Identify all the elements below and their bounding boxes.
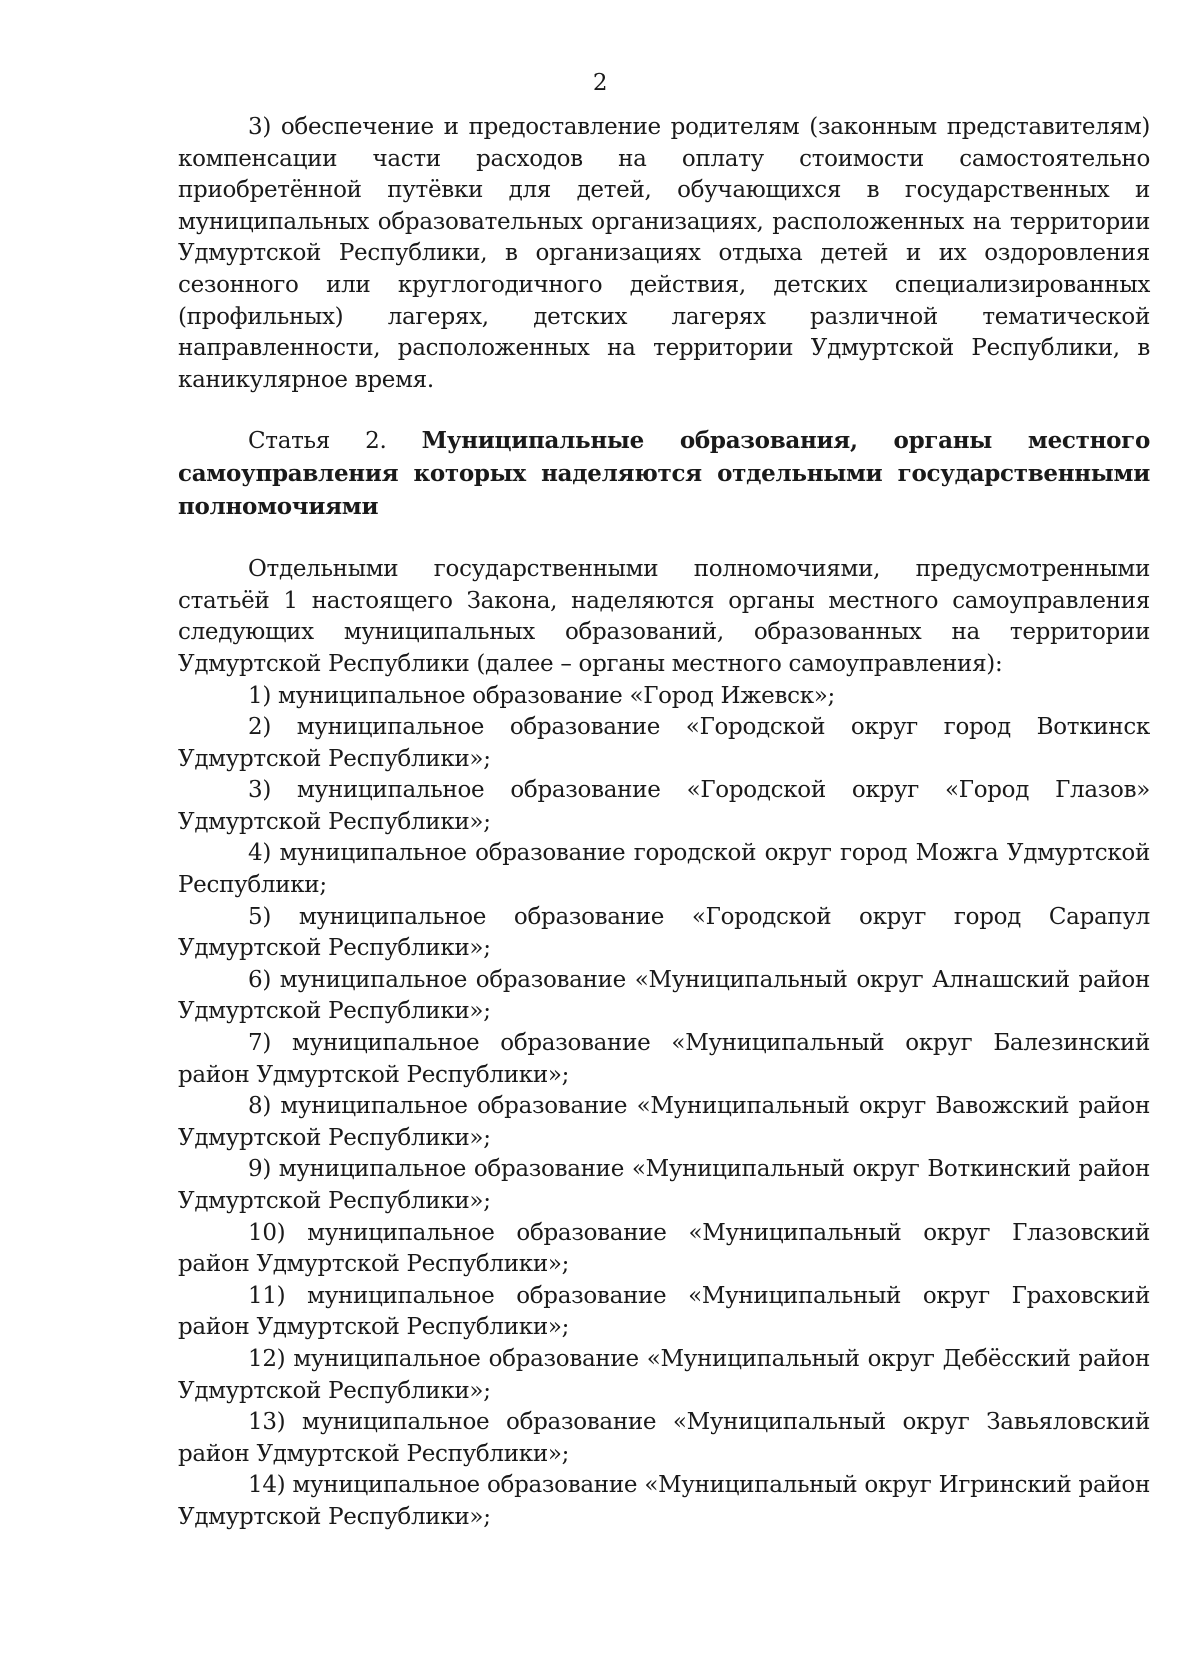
list-item: 14) муниципальное образование «Муниципальный округ Игринский район Удмуртской Республики»;: [178, 1472, 1150, 1530]
list-item: 7) муниципальное образование «Муниципальный округ Балезинский район Удмуртской Республики»;: [178, 1030, 1150, 1088]
paragraph-item-3: 3) обеспечение и предоставление родителям (законным представителям) компенсации части расходов на оплату стоимости самостоятельно приобретённой путёвки для детей, обучающихся в государственных и муниципальных образовательных организациях, расположенных на территории Удмуртской Республики, в организациях отдыха детей и их оздоровления сезонного или круглогодичного действия, детских специализированных (профильных) лагерях, детских лагерях различной тематической направленности, расположенных на территории Удмуртской Республики, в каникулярное время.: [178, 114, 1150, 393]
document-body: [178, 112, 1150, 1534]
article-heading: [178, 425, 1150, 523]
list-item: 1) муниципальное образование «Город Ижевск»;: [248, 682, 836, 709]
list-item: 12) муниципальное образование «Муниципальный округ Дебёсский район Удмуртской Республики»;: [178, 1345, 1150, 1404]
page-number: 2: [592, 70, 608, 96]
list-item: 11) муниципальное образование «Муниципальный округ Граховский район Удмуртской Республики»;: [178, 1282, 1150, 1341]
article-intro: Отдельными государственными полномочиями, предусмотренными статьёй 1 настоящего Закона, наделяются органы местного самоуправления следующих муниципальных образований, образованных на территории Удмуртской Республики (далее – органы местного самоуправления):: [178, 556, 1150, 677]
list-item: 3) муниципальное образование «Городской округ «Город Глазов» Удмуртской Республики»;: [178, 777, 1150, 835]
list-item: 9) муниципальное образование «Муниципальный округ Воткинский район Удмуртской Республики»;: [178, 1156, 1150, 1214]
article-title: Муниципальные образования, органы местного самоуправления которых наделяются отдельными государственными полномочиями: [178, 427, 1151, 520]
article-label: Статья 2.: [248, 428, 387, 455]
list-item: 2) муниципальное образование «Городской округ город Воткинск Удмуртской Республики»;: [178, 714, 1150, 772]
list-item: 8) муниципальное образование «Муниципальный округ Вавожский район Удмуртской Республики»;: [178, 1093, 1150, 1151]
list-item: 10) муниципальное образование «Муниципальный округ Глазовский район Удмуртской Республики»;: [178, 1219, 1150, 1278]
list-item: 5) муниципальное образование «Городской округ город Сарапул Удмуртской Республики»;: [178, 903, 1150, 962]
list-item: 13) муниципальное образование «Муниципальный округ Завьяловский район Удмуртской Республики»;: [178, 1409, 1150, 1467]
list-item: 4) муниципальное образование городской округ город Можга Удмуртской Республики;: [178, 840, 1150, 899]
list-item: 6) муниципальное образование «Муниципальный округ Алнашский район Удмуртской Республики»;: [178, 966, 1150, 1025]
